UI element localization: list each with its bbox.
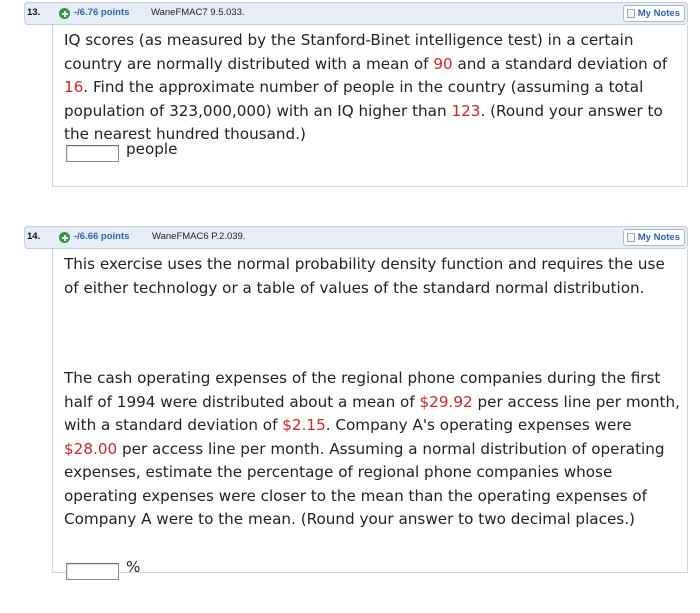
text-segment: and a standard deviation of: [452, 54, 668, 73]
note-icon: [627, 9, 635, 18]
question-source: WaneFMAC7 9.5.033.: [151, 7, 245, 18]
my-notes-label: My Notes: [637, 8, 680, 19]
question-13-body: [52, 25, 688, 187]
points-label: -/6.76 points: [74, 7, 130, 18]
points-label: -/6.66 points: [74, 231, 130, 242]
mean-value: 90: [433, 54, 453, 73]
intro-text: This exercise uses the normal probability density function and requires the use of either technology or a table of values of the standard normal distribution.: [64, 255, 665, 297]
question-13: [24, 2, 688, 187]
text-segment: . Find the approximate number of people in the country (assuming a total population of 323,000,000) with an IQ higher than: [64, 78, 644, 120]
question-14: [24, 226, 688, 576]
question-14-header: [24, 226, 688, 249]
expand-plus-icon[interactable]: [59, 8, 70, 19]
answer-input[interactable]: [66, 145, 119, 162]
answer-unit: %: [126, 558, 141, 576]
text-segment: per access line per month. Assuming a normal distribution of operating expenses, estimate the percentage of regional phone companies whose operating expenses were closer to the mean than the operating expenses of Company A were to the mean. (Round your answer to two decimal places.): [64, 439, 665, 528]
answer-unit: people: [126, 140, 178, 158]
expand-plus-icon[interactable]: [59, 232, 70, 243]
company-a-value: $28.00: [64, 439, 118, 458]
text-segment: The cash operating expenses of the regional phone companies during the first half of 1994 were distributed about a mean of: [64, 369, 661, 411]
question-source: WaneFMAC6 P.2.039.: [152, 231, 246, 242]
text-segment: . (Round your answer to the nearest hundred thousand.): [64, 101, 663, 143]
question-text: [64, 367, 684, 532]
question-number: 14.: [27, 231, 41, 242]
threshold-value: 123: [451, 101, 481, 120]
text-segment: . Company A's operating expenses were: [325, 416, 632, 434]
my-notes-button[interactable]: [623, 5, 685, 22]
sd-value: $2.15: [282, 416, 326, 434]
sd-value: 16: [64, 78, 84, 96]
answer-input[interactable]: [66, 563, 119, 580]
question-text: [64, 29, 684, 147]
my-notes-label: My Notes: [637, 232, 680, 243]
text-segment: IQ scores (as measured by the Stanford-Binet intelligence test) in a certain country are normally distributed with a mean of: [64, 31, 634, 73]
question-13-header: [24, 2, 688, 25]
question-number: 13.: [27, 7, 41, 18]
note-icon: [627, 233, 635, 242]
mean-value: $29.92: [419, 392, 473, 411]
text-segment: per access line per month, with a standard deviation of: [64, 392, 680, 434]
question-14-body: [52, 249, 688, 576]
my-notes-button[interactable]: [623, 229, 685, 246]
